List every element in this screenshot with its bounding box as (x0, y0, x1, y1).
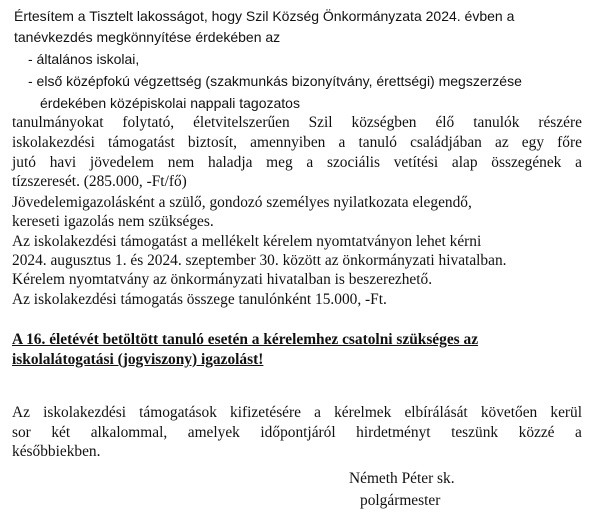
notice-line-2: iskolalátogatási (jogviszony) igazolást! (12, 351, 264, 368)
word: iskolakezdési (12, 134, 95, 151)
word: tanulók (473, 114, 520, 131)
word: kerül (550, 404, 582, 421)
word: életvitelszerűen (193, 114, 290, 131)
para4-line: Kérelem nyomtatvány az önkormányzati hivatalban is beszerezhető. (12, 271, 433, 288)
word: az (495, 134, 509, 151)
para1-line-1 (12, 113, 582, 132)
word: biztosít, (187, 134, 238, 151)
word: elbírálását (404, 404, 468, 421)
word: élő (435, 114, 455, 131)
word: teszünk (451, 424, 499, 441)
word: kifizetésére (230, 404, 301, 421)
word: sor (12, 424, 31, 441)
word: összegének (491, 154, 562, 171)
para1-line-4: tízszeresét. (285.000, -Ft/fő) (12, 173, 187, 190)
word: tanuló (358, 134, 397, 151)
word: iskolakezdési (43, 404, 126, 421)
notice-line-1: A 16. életévét betöltött tanuló esetén a kérelemhez csatolni szükséges az (12, 331, 479, 348)
para3-line-1: Az iskolakezdési támogatást a mellékelt kérelem nyomtatványon lehet kérni (12, 233, 482, 250)
word: a (338, 134, 346, 151)
word: alkalommal, (90, 424, 168, 441)
word: főre (557, 134, 582, 151)
list-item-secondary: - első középfokú végzettség (szakmunkás bizonyítvány, érettségi) megszerzése (28, 73, 522, 89)
word: családjában (410, 134, 482, 151)
para2-line-2: kereseti igazolás nem szükséges. (12, 213, 214, 230)
word: a (314, 404, 321, 421)
word: követően (480, 404, 538, 421)
word: haladja (208, 154, 253, 171)
word: egy (521, 134, 545, 151)
para5-line: Az iskolakezdési támogatás összege tanulónként 15.000, -Ft. (12, 291, 387, 308)
para1-line-3 (12, 153, 582, 172)
word: jövedelem (89, 154, 155, 171)
word: a (575, 424, 582, 441)
para2-line-1: Jövedelemigazolásként a szülő, gondozó személyes nyilatkozata elegendő, (12, 194, 472, 211)
word: időpontjáról (260, 424, 336, 441)
para1-line-2 (12, 133, 582, 152)
list-item-general-school: - általános iskolai, (28, 51, 140, 67)
word: támogatások (139, 404, 217, 421)
word: hirdetményt (356, 424, 431, 441)
word: amennyiben (250, 134, 326, 151)
word: kérelmek (334, 404, 392, 421)
intro-line-1: Értesítem a Tisztelt lakosságot, hogy Szil Község Önkormányzata 2024. évben a (14, 8, 515, 24)
word: a (575, 154, 582, 171)
word: szociális (326, 154, 380, 171)
word: Szil (308, 114, 333, 131)
word: a (306, 154, 314, 171)
word: alap (451, 154, 478, 171)
signature-name: Németh Péter sk. (349, 470, 455, 487)
intro-line-2: tanévkezdés megkönnyítése érdekében az (14, 29, 281, 45)
word: közzé (518, 424, 555, 441)
payment-line-2 (12, 423, 582, 442)
word: két (51, 424, 71, 441)
para3-line-2: 2024. augusztus 1. és 2024. szeptember 30. között az önkormányzati hivatalban. (12, 252, 507, 269)
payment-line-1 (12, 403, 582, 422)
word: meg (266, 154, 293, 171)
signature-title: polgármester (360, 492, 441, 509)
word: nem (167, 154, 195, 171)
word: folytató, (122, 114, 175, 131)
word: amelyek (187, 424, 240, 441)
list-item-secondary-cont: érdekében középiskolai nappali tagozatos (40, 95, 300, 111)
word: vetítési (393, 154, 439, 171)
payment-line-3: későbbiekben. (12, 443, 101, 460)
word: Az (12, 404, 30, 421)
word: jutó (12, 154, 36, 171)
word: községben (351, 114, 417, 131)
word: támogatást (108, 134, 175, 151)
word: részére (538, 114, 582, 131)
word: tanulmányokat (12, 114, 104, 131)
word: havi (49, 154, 77, 171)
